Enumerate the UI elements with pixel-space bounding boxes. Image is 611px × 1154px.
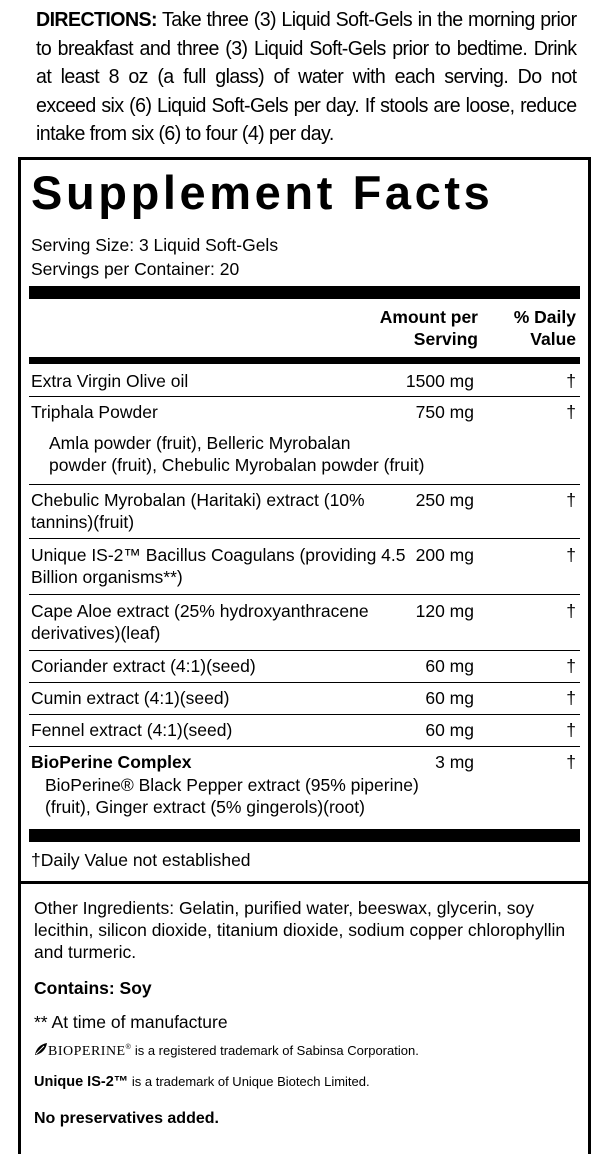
ingredient-amount: 1500 mg — [405, 371, 474, 391]
ingredient-subtext: Amla powder (fruit), Belleric Myrobalan — [49, 433, 351, 453]
supplement-facts-panel — [18, 157, 591, 1154]
bioperine-wordmark: BIOPERINE — [48, 1043, 126, 1059]
ingredient-amount: 120 mg — [415, 601, 474, 621]
bioperine-tm-text: is a registered trademark of Sabinsa Corporation. — [134, 1042, 419, 1058]
ingredient-amount: 750 mg — [415, 402, 474, 422]
ingredient-name: derivatives)(leaf) — [31, 623, 161, 643]
ingredient-name: BioPerine Complex — [31, 752, 192, 772]
ingredient-dv: † — [566, 371, 576, 391]
serving-size: Serving Size: 3 Liquid Soft-Gels — [31, 235, 279, 255]
header-divider — [29, 357, 580, 364]
bioperine-logo — [34, 1042, 48, 1061]
ingredient-subtext: BioPerine® Black Pepper extract (95% piperine) — [45, 775, 419, 795]
servings-per-container: Servings per Container: 20 — [31, 259, 240, 279]
ingredient-row — [29, 682, 580, 715]
ingredient-row — [29, 594, 580, 651]
ingredient-row — [29, 396, 580, 485]
ingredient-dv: † — [566, 752, 576, 772]
col-header-amount-line1: Amount per — [379, 307, 478, 327]
bottom-thick-divider — [29, 829, 580, 842]
ingredient-dv: † — [566, 402, 576, 422]
ingredient-amount: 60 mg — [425, 720, 474, 740]
panel-title: Supplement Facts — [31, 166, 494, 219]
ingredient-row — [29, 746, 580, 830]
is2-name: Unique IS-2™ — [34, 1074, 129, 1090]
col-header-dv-line1: % Daily — [513, 307, 576, 327]
directions-label: DIRECTIONS: — [36, 8, 157, 31]
is2-tm-text: is a trademark of Unique Biotech Limited. — [128, 1074, 370, 1089]
ingredient-amount: 250 mg — [415, 490, 474, 510]
ingredient-row — [29, 538, 580, 595]
col-header-amount-line2: Serving — [413, 329, 478, 349]
col-header-dv-line2: Value — [530, 329, 576, 349]
ingredient-name: Unique IS-2™ Bacillus Coagulans (providing 4.5 — [31, 545, 406, 565]
directions-text — [36, 6, 577, 149]
ingredient-name: Fennel extract (4:1)(seed) — [31, 720, 233, 740]
ingredient-dv: † — [566, 601, 576, 621]
section-divider — [21, 881, 588, 884]
ingredient-name: Extra Virgin Olive oil — [31, 371, 189, 391]
ingredient-dv: † — [566, 656, 576, 676]
ingredient-row — [29, 364, 580, 397]
thick-divider — [29, 286, 580, 299]
ingredient-amount: 3 mg — [435, 752, 474, 772]
daily-value-footnote: †Daily Value not established — [31, 850, 251, 870]
other-ingredients: Other Ingredients: Gelatin, purified water, beeswax, glycerin, soy lecithin, silicon dioxide, titanium dioxide, sodium copper chlorophyllin and turmeric. — [34, 898, 566, 962]
leaf-icon — [34, 1042, 48, 1056]
ingredient-name: tannins)(fruit) — [31, 512, 135, 532]
ingredient-name: Coriander extract (4:1)(seed) — [31, 656, 256, 676]
is2-trademark — [34, 1073, 370, 1091]
ingredient-name: Triphala Powder — [31, 402, 158, 422]
ingredient-name: Billion organisms**) — [31, 567, 183, 587]
ingredient-subtext: powder (fruit), Chebulic Myrobalan powder (fruit) — [49, 455, 425, 475]
bioperine-trademark: BIOPERINE® is a registered trademark of Sabinsa Corporation. — [34, 1039, 419, 1061]
ingredient-subtext: (fruit), Ginger extract (5% gingerols)(root) — [45, 797, 365, 817]
ingredient-row — [29, 484, 580, 539]
ingredient-dv: † — [566, 490, 576, 510]
ingredient-amount: 60 mg — [425, 656, 474, 676]
ingredient-amount: 60 mg — [425, 688, 474, 708]
ingredient-dv: † — [566, 545, 576, 565]
manufacture-note: ** At time of manufacture — [34, 1012, 228, 1032]
allergen-statement: Contains: Soy — [34, 978, 152, 998]
directions-body: Take three (3) Liquid Soft-Gels in the morning prior to breakfast and three (3) Liquid Soft-Gels prior to bedtime. Drink at least 8 oz (a full glass) of water with each serving. Do not exceed six (6) Liquid Soft-Gels per day. If stools are loose, reduce intake from six (6) to four (4) per day. — [36, 8, 577, 145]
ingredient-name: Cumin extract (4:1)(seed) — [31, 688, 230, 708]
col-header-dv — [514, 306, 576, 350]
ingredient-name: Cape Aloe extract (25% hydroxyanthracene — [31, 601, 369, 621]
ingredient-dv: † — [566, 720, 576, 740]
ingredient-dv: † — [566, 688, 576, 708]
no-preservatives: No preservatives added. — [34, 1110, 219, 1127]
ingredient-row — [29, 714, 580, 747]
ingredient-amount: 200 mg — [415, 545, 474, 565]
ingredient-row — [29, 650, 580, 683]
col-header-amount — [380, 306, 478, 350]
ingredient-name: Chebulic Myrobalan (Haritaki) extract (10% — [31, 490, 365, 510]
